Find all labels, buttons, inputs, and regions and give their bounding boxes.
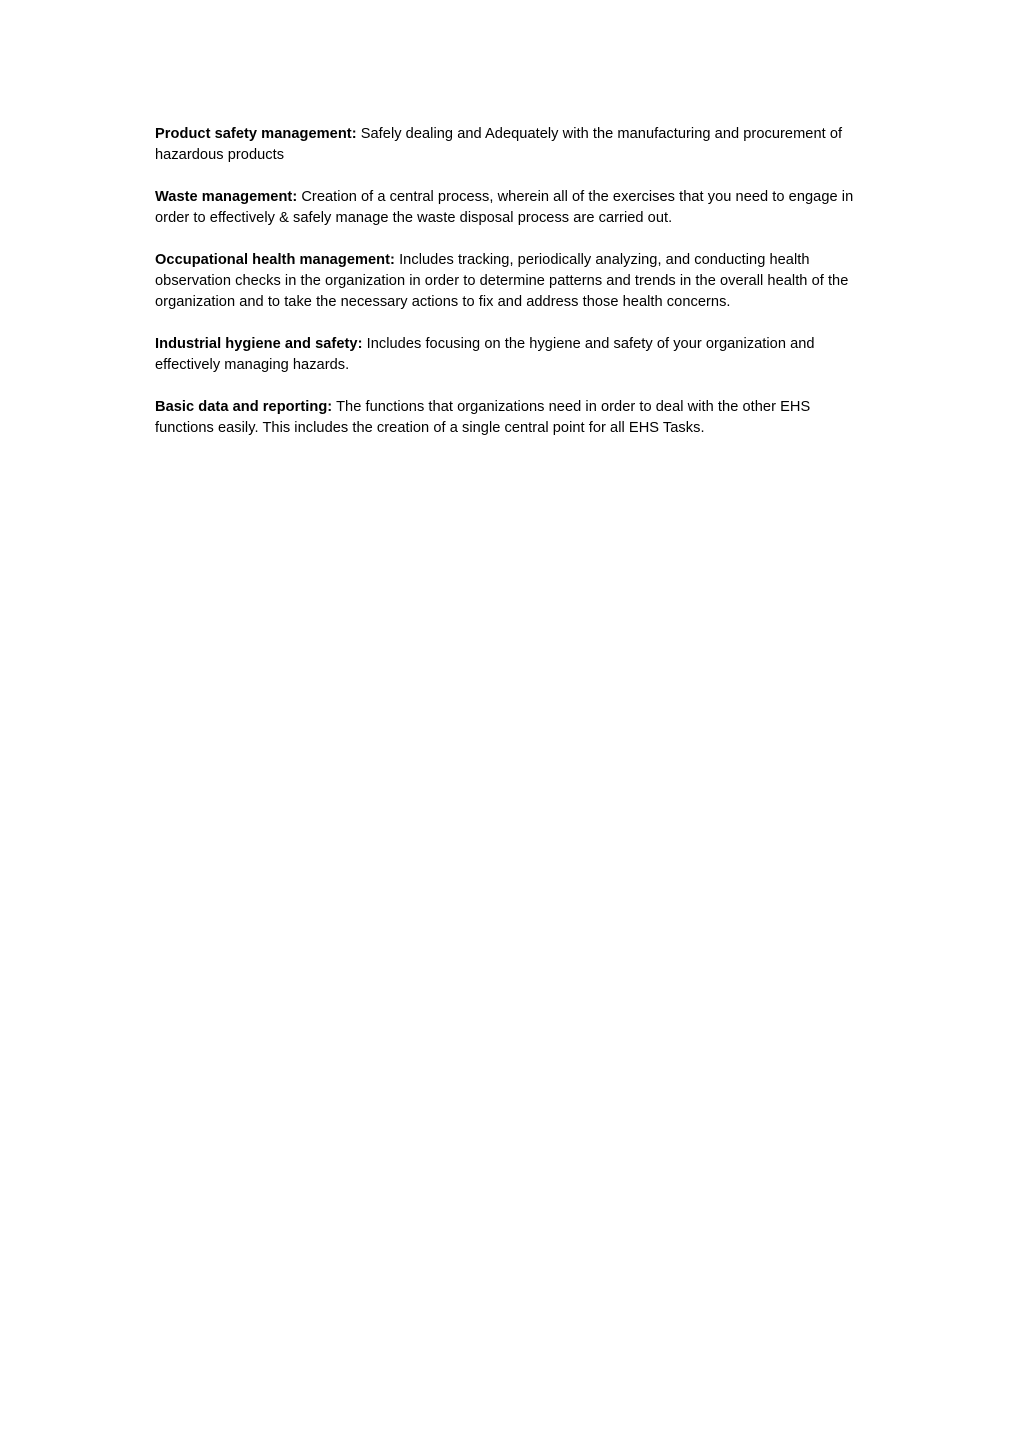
paragraph-waste-management: [155, 187, 870, 229]
paragraph-industrial-hygiene: [155, 334, 870, 376]
paragraph-term: Occupational health management:: [155, 252, 395, 268]
paragraph-text: Includes focusing on the hygiene and safety of your organization and effectively managing hazards.: [155, 336, 815, 373]
paragraph-term: Basic data and reporting:: [155, 399, 333, 415]
paragraph-product-safety: [155, 124, 870, 166]
document-body: [155, 124, 870, 460]
paragraph-text: Creation of a central process, wherein all of the exercises that you need to engage in order to effectively & safely manage the waste disposal process are carried out.: [155, 189, 854, 226]
paragraph-text: Includes tracking, periodically analyzing, and conducting health observation checks in the organization in order to determine patterns and trends in the overall health of the organization and to take the necessary actions to fix and address those health concerns.: [155, 252, 849, 310]
paragraph-term: Product safety management:: [155, 126, 357, 142]
paragraph-text: Safely dealing and Adequately with the manufacturing and procurement of hazardous products: [155, 126, 843, 163]
paragraph-term: Industrial hygiene and safety:: [155, 336, 363, 352]
paragraph-term: Waste management:: [155, 189, 298, 205]
paragraph-basic-data-reporting: [155, 397, 870, 439]
paragraph-occupational-health: [155, 250, 870, 313]
paragraph-text: The functions that organizations need in order to deal with the other EHS functions easily. This includes the creation of a single central point for all EHS Tasks.: [155, 399, 811, 436]
